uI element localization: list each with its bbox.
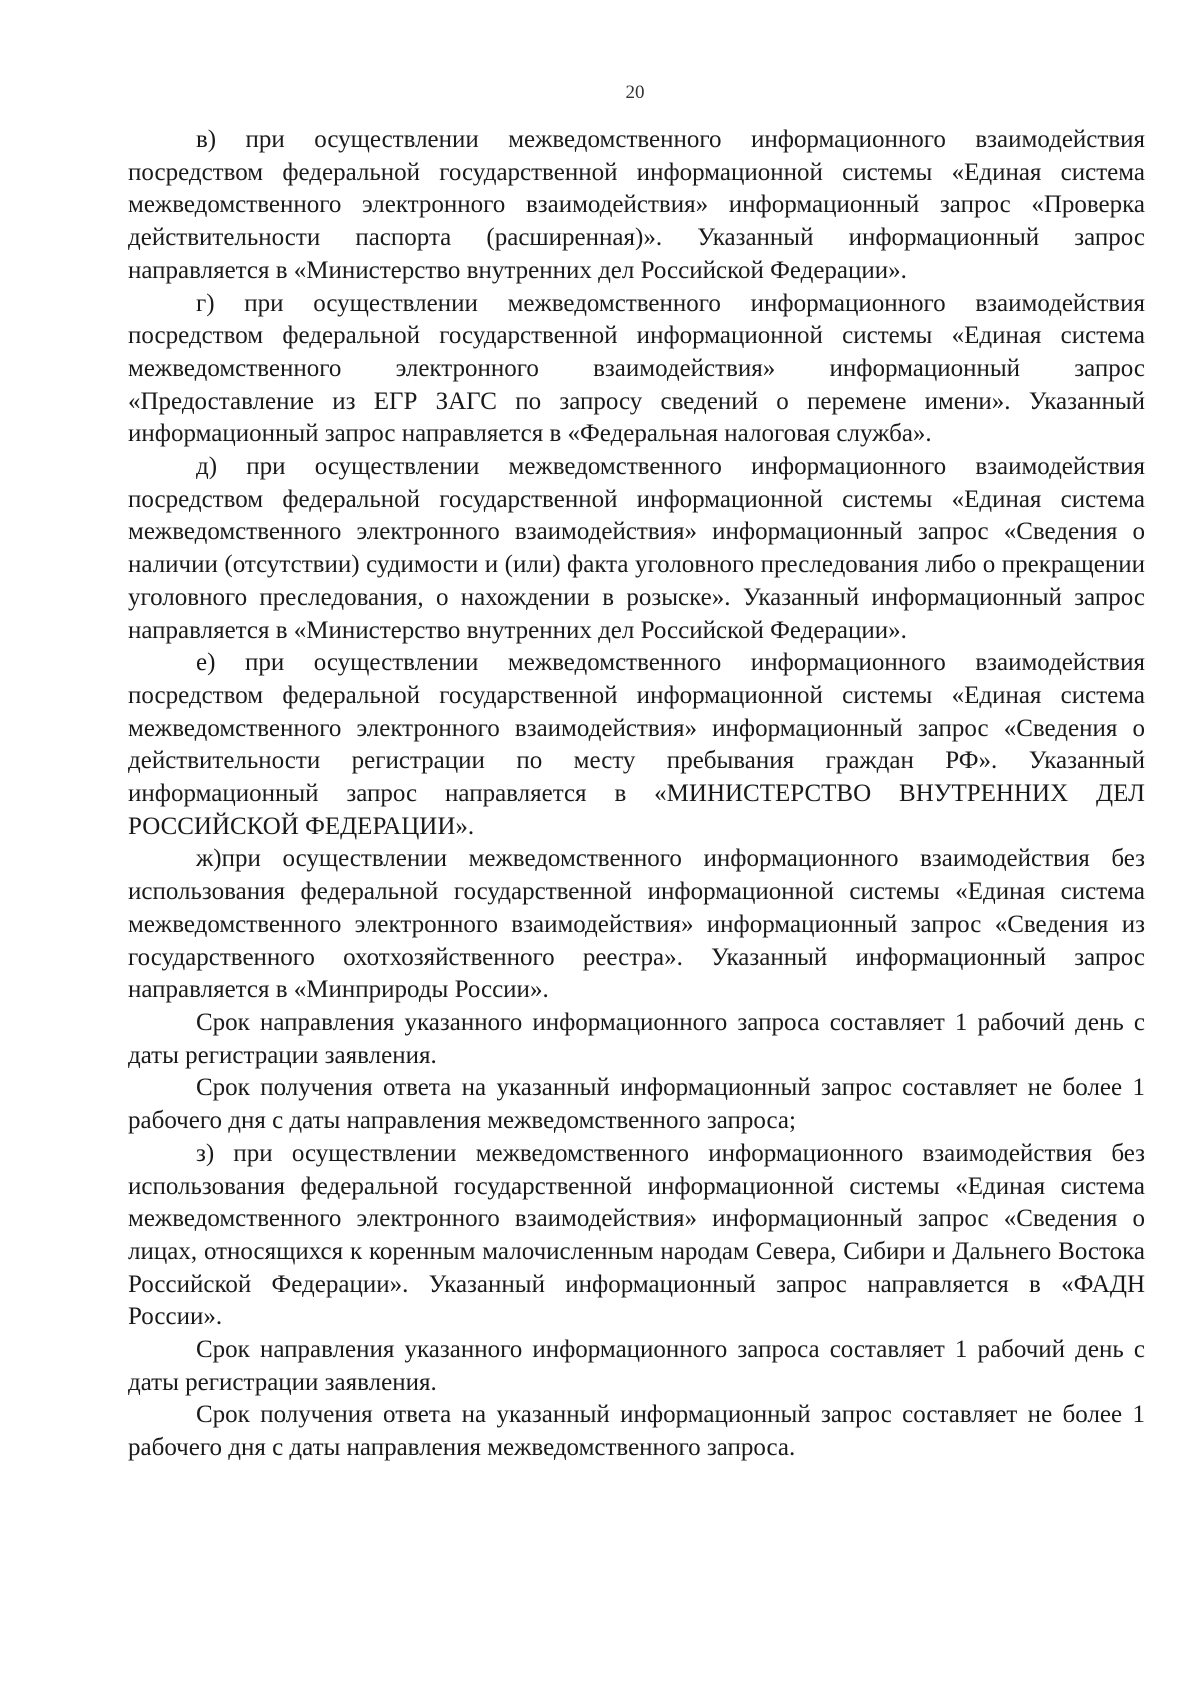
page-number: 20 bbox=[625, 82, 645, 103]
paragraph-g-name-change: г) при осуществлении межведомственного информационного взаимодействия посредством федеральной государственной информационной системы «Единая система межведомственного электронного взаимодействия» информационный запрос «Предоставление из ЕГР ЗАГС по запросу сведений о перемене имени». Указанный информационный запрос направляется в «Федеральная налоговая служба». bbox=[128, 289, 1145, 448]
paragraph-z-indigenous-peoples: з) при осуществлении межведомственного информационного взаимодействия без использования федеральной государственной информационной системы «Единая система межведомственного электронного взаимодействия» информационный запрос «Сведения о лицах, относящихся к коренным малочисленным народам Севера, Сибири и Дальнего Востока Российской Федерации». Указанный информационный запрос направляется в «ФАДН России». bbox=[128, 1139, 1145, 1331]
paragraph-response-deadline-2: Срок получения ответа на указанный информационный запрос составляет не более 1 рабочего дня с даты направления межведомственного запроса. bbox=[128, 1401, 1145, 1462]
paragraph-e-registration-validity: е) при осуществлении межведомственного информационного взаимодействия посредством федеральной государственной информационной системы «Единая система межведомственного электронного взаимодействия» информационный запрос «Сведения о действительности регистрации по месту пребывания граждан РФ». Указанный информационный запрос направляется в «МИНИСТЕРСТВО ВНУТРЕННИХ ДЕЛ РОССИЙСКОЙ ФЕДЕРАЦИИ». bbox=[128, 649, 1145, 840]
paragraph-request-deadline-2: Срок направления указанного информационного запроса составляет 1 рабочий день с даты регистрации заявления. bbox=[128, 1336, 1145, 1396]
document-body bbox=[128, 124, 1145, 1465]
paragraph-request-deadline: Срок направления указанного информационного запроса составляет 1 рабочий день с даты регистрации заявления. bbox=[128, 1008, 1145, 1069]
paragraph-d-criminal-record: д) при осуществлении межведомственного информационного взаимодействия посредством федеральной государственной информационной системы «Единая система межведомственного электронного взаимодействия» информационный запрос «Сведения о наличии (отсутствии) судимости и (или) факта уголовного преследования либо о прекращении уголовного преследования, о нахождении в розыске». Указанный информационный запрос направляется в «Министерство внутренних дел Российской Федерации». bbox=[128, 453, 1145, 644]
paragraph-response-deadline: Срок получения ответа на указанный информационный запрос составляет не более 1 рабочего дня с даты направления межведомственного запроса; bbox=[128, 1074, 1145, 1135]
paragraph-v-passport-check: в) при осуществлении межведомственного информационного взаимодействия посредством федеральной государственной информационной системы «Единая система межведомственного электронного взаимодействия» информационный запрос «Проверка действительности паспорта (расширенная)». Указанный информационный запрос направляется в «Министерство внутренних дел Российской Федерации». bbox=[128, 126, 1145, 284]
paragraph-zh-hunting-registry: ж)при осуществлении межведомственного информационного взаимодействия без использования федеральной государственной информационной системы «Единая система межведомственного электронного взаимодействия» информационный запрос «Сведения из государственного охотхозяйственного реестра». Указанный информационный запрос направляется в «Минприроды России». bbox=[128, 845, 1145, 1004]
